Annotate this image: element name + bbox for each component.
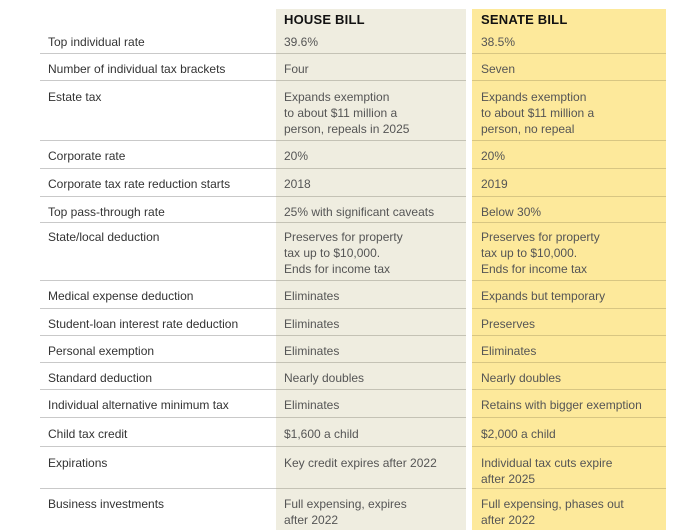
row-label: Number of individual tax brackets (48, 62, 226, 76)
senate-bill-value: 2019 (481, 177, 508, 191)
table-row (0, 84, 689, 143)
row-label: Individual alternative minimum tax (48, 398, 229, 412)
house-bill-header: HOUSE BILL (284, 12, 365, 27)
senate-bill-value: Full expensing, phases out after 2022 (481, 497, 624, 527)
house-bill-value: Eliminates (284, 289, 340, 303)
senate-bill-value: Nearly doubles (481, 371, 562, 385)
row-divider (0, 417, 689, 418)
senate-bill-value: Eliminates (481, 344, 537, 358)
senate-bill-value: 20% (481, 149, 506, 163)
senate-bill-value: Expands but temporary (481, 289, 606, 303)
table-row (0, 224, 689, 283)
row-divider (0, 446, 689, 447)
house-bill-value: $1,600 a child (284, 427, 359, 441)
senate-bill-value: $2,000 a child (481, 427, 556, 441)
row-label: Corporate tax rate reduction starts (48, 177, 231, 191)
row-label: Corporate rate (48, 149, 126, 163)
senate-bill-value: Expands exemption to about $11 million a person, no repeal (481, 90, 595, 136)
house-bill-value: Eliminates (284, 317, 340, 331)
row-divider (0, 308, 689, 309)
house-bill-value: 2018 (284, 177, 311, 191)
table-row (0, 338, 689, 365)
row-divider (0, 280, 689, 281)
house-bill-value: Expands exemption to about $11 million a person, repeals in 2025 (284, 90, 410, 136)
row-divider (0, 196, 689, 197)
row-label: Personal exemption (48, 344, 155, 358)
house-bill-value: Eliminates (284, 398, 340, 412)
row-label: Medical expense deduction (48, 289, 194, 303)
house-bill-value: Key credit expires after 2022 (284, 456, 437, 470)
row-label: Business investments (48, 497, 165, 511)
table-row (0, 311, 689, 338)
house-bill-value: Preserves for property tax up to $10,000. Ends for income tax (284, 230, 403, 276)
table-row (0, 450, 689, 491)
row-label: State/local deduction (48, 230, 160, 244)
house-bill-value: 39.6% (284, 35, 319, 49)
row-divider (0, 168, 689, 169)
table-row (0, 283, 689, 311)
table-row (0, 365, 689, 392)
row-label: Top individual rate (48, 35, 145, 49)
senate-bill-header: SENATE BILL (481, 12, 568, 27)
senate-bill-value: Seven (481, 62, 516, 76)
house-bill-value: 25% with significant caveats (284, 205, 435, 219)
row-label: Top pass-through rate (48, 205, 165, 219)
row-label: Estate tax (48, 90, 102, 104)
row-divider (0, 53, 689, 54)
house-bill-value: 20% (284, 149, 309, 163)
row-divider (0, 80, 689, 81)
row-label: Expirations (48, 456, 108, 470)
row-divider (0, 488, 689, 489)
house-bill-value: Nearly doubles (284, 371, 365, 385)
senate-bill-value: Individual tax cuts expire after 2025 (481, 456, 613, 486)
row-divider (0, 389, 689, 390)
table-row (0, 171, 689, 199)
row-label: Student-loan interest rate deduction (48, 317, 239, 331)
table-row (0, 491, 689, 530)
row-divider (0, 140, 689, 141)
table-row (0, 199, 689, 224)
senate-bill-value: 38.5% (481, 35, 516, 49)
senate-bill-value: Preserves for property tax up to $10,000. Ends for income tax (481, 230, 600, 276)
row-label: Standard deduction (48, 371, 153, 385)
senate-bill-value: Preserves (481, 317, 536, 331)
row-divider (0, 222, 689, 223)
table-row (0, 143, 689, 171)
senate-bill-value: Below 30% (481, 205, 542, 219)
row-divider (0, 362, 689, 363)
house-bill-value: Four (284, 62, 309, 76)
senate-bill-value: Retains with bigger exemption (481, 398, 642, 412)
row-label: Child tax credit (48, 427, 128, 441)
house-bill-value: Full expensing, expires after 2022 (284, 497, 407, 527)
table-row (0, 29, 689, 56)
row-divider (0, 335, 689, 336)
house-bill-value: Eliminates (284, 344, 340, 358)
